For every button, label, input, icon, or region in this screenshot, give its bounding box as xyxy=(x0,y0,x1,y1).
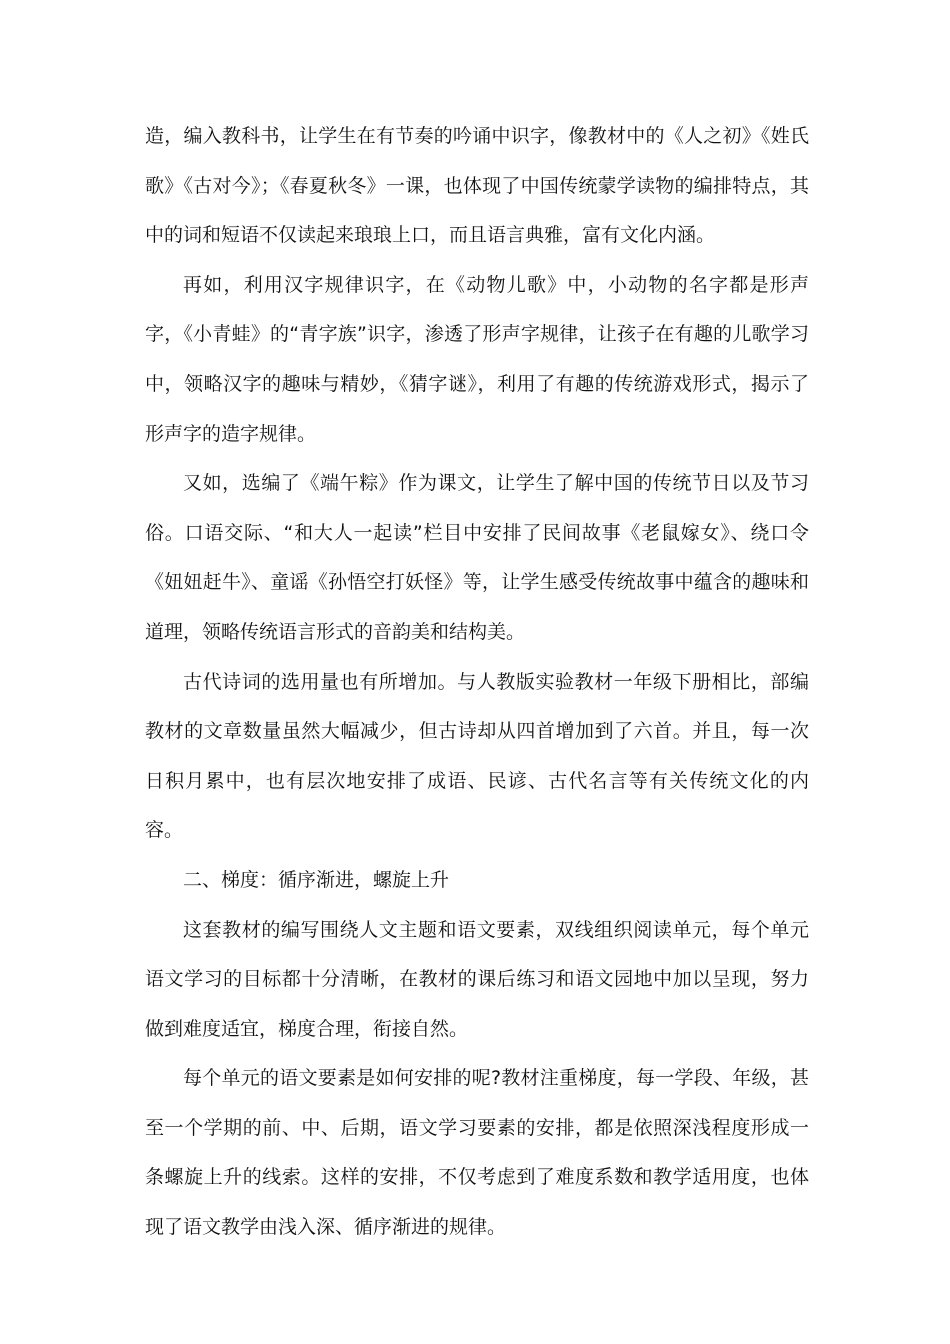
paragraph-ancient-poetry: 古代诗词的选用量也有所增加。与人教版实验教材一年级下册相比，部编教材的文章数量虽然大幅减少，但古诗却从四首增加到了六首。并且，每一次日积月累中，也有层次地安排了成语、民谚、古代名言等有关传统文化的内容。 xyxy=(145,670,809,842)
paragraph-traditional-festival: 又如，选编了《端午粽》作为课文，让学生了解中国的传统节日以及节习俗。口语交际、“和大人一起读”栏目中安排了民间故事《老鼠嫁女》、绕口令《妞妞赶牛》、童谣《孙悟空打妖怪》等，让学生感受传统故事中蕴含的趣味和道理，领略传统语言形式的音韵美和结构美。 xyxy=(145,472,809,643)
paragraph-continued: 造，编入教科书，让学生在有节奏的吟诵中识字，像教材中的《人之初》《姓氏歌》《古对今》；《春夏秋冬》一课，也体现了中国传统蒙学读物的编排特点，其中的词和短语不仅读起来琅琅上口，而且语言典雅，富有文化内涵。 xyxy=(145,125,809,247)
paragraph-phonetic-compound: 再如，利用汉字规律识字，在《动物儿歌》中，小动物的名字都是形声字，《小青蛙》的“青字族”识字，渗透了形声字规律，让孩子在有趣的儿歌学习中，领略汉字的趣味与精妙，《猜字谜》，利用了有趣的传统游戏形式，揭示了形声字的造字规律。 xyxy=(145,273,809,445)
document-page xyxy=(145,112,809,1253)
paragraph-dual-line-units: 这套教材的编写围绕人文主题和语文要素，双线组织阅读单元，每个单元语文学习的目标都十分清晰，在教材的课后练习和语文园地中加以呈现，努力做到难度适宜，梯度合理，衔接自然。 xyxy=(145,918,809,1040)
section-heading: 二、梯度：循序渐进，螺旋上升 xyxy=(183,868,450,891)
paragraph-spiral-progression: 每个单元的语文要素是如何安排的呢?教材注重梯度，每一学段、年级，甚至一个学期的前、中、后期，语文学习要素的安排，都是依照深浅程度形成一条螺旋上升的线索。这样的安排，不仅考虑到了难度系数和教学适用度，也体现了语文教学由浅入深、循序渐进的规律。 xyxy=(145,1067,809,1239)
